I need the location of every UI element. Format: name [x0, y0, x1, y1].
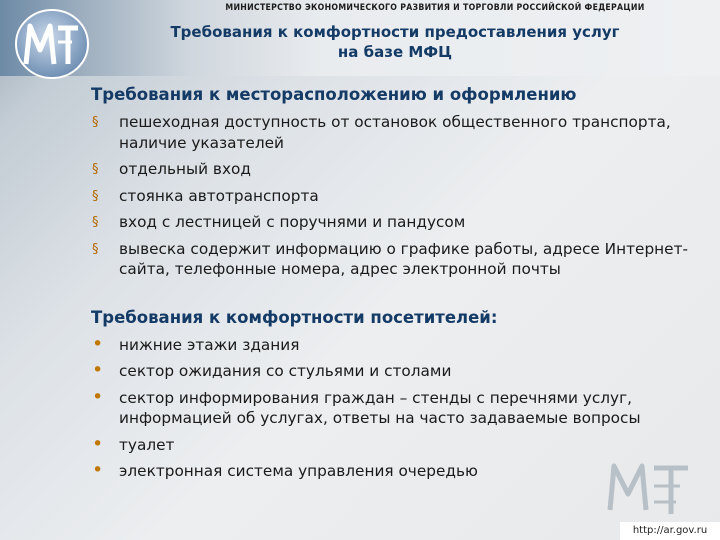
- square-bullet-icon: §: [92, 241, 99, 257]
- mert-logo-icon: [6, 6, 102, 86]
- list-item-text: туалет: [119, 435, 175, 454]
- list-item: [91, 239, 720, 280]
- dot-bullet-icon: •: [92, 332, 104, 355]
- dot-bullet-icon: •: [92, 359, 104, 381]
- list-item: [91, 159, 720, 180]
- dot-bullet-icon: •: [92, 385, 104, 408]
- section-spacer: [91, 280, 720, 307]
- ministry-name: МИНИСТЕРСТВО ЭКОНОМИЧЕСКОГО РАЗВИТИЯ И ТОРГОВЛИ РОССИЙСКОЙ ФЕДЕРАЦИИ: [225, 3, 645, 13]
- square-bullet-icon: §: [92, 215, 99, 230]
- dot-bullet-icon: •: [92, 432, 104, 455]
- title-line-2: на базе МФЦ: [337, 43, 453, 61]
- section-comfort-title: Требования к комфортности посетителей:: [91, 307, 498, 327]
- list-item: [91, 361, 720, 382]
- square-bullet-icon: §: [92, 188, 99, 204]
- slide-content: [91, 84, 720, 482]
- square-bullet-icon: §: [92, 162, 99, 177]
- dot-bullet-icon: •: [92, 459, 104, 481]
- section-location-title: Требования к месторасположению и оформлению: [91, 85, 577, 104]
- list-item-text: электронная система управления очередью: [119, 462, 478, 480]
- list-item-text: вход с лестницей с поручнями и пандусом: [119, 213, 466, 231]
- list-item-text: сектор ожидания со стульями и столами: [119, 362, 452, 380]
- list-item-text: стоянка автотранспорта: [119, 186, 319, 205]
- site-url: http://ar.gov.ru: [620, 522, 720, 540]
- list-item: [91, 332, 720, 356]
- list-item-text: отдельный вход: [119, 160, 251, 178]
- list-item: [91, 112, 720, 153]
- list-item: [91, 432, 720, 456]
- section-location-list: [91, 112, 720, 280]
- list-item-text: вывеска содержит информацию о графике работы, адресе Интернет-сайта, телефонные номера, адрес электронной почты: [119, 239, 689, 278]
- list-item-text: сектор информирования граждан – стенды с перечнями услуг, информацией об услугах, ответы на часто задаваемые вопросы: [119, 388, 641, 427]
- list-item: [91, 186, 720, 207]
- list-item: [91, 385, 720, 429]
- mert-watermark-icon: [604, 458, 694, 520]
- title-line-1: Требования к комфортности предоставления услуг: [170, 23, 620, 41]
- list-item-text: нижние этажи здания: [119, 335, 300, 354]
- list-item: [91, 212, 720, 233]
- slide-title: [140, 22, 650, 62]
- square-bullet-icon: §: [92, 115, 99, 130]
- list-item-text: пешеходная доступность от остановок общественного транспорта, наличие указателей: [119, 113, 671, 152]
